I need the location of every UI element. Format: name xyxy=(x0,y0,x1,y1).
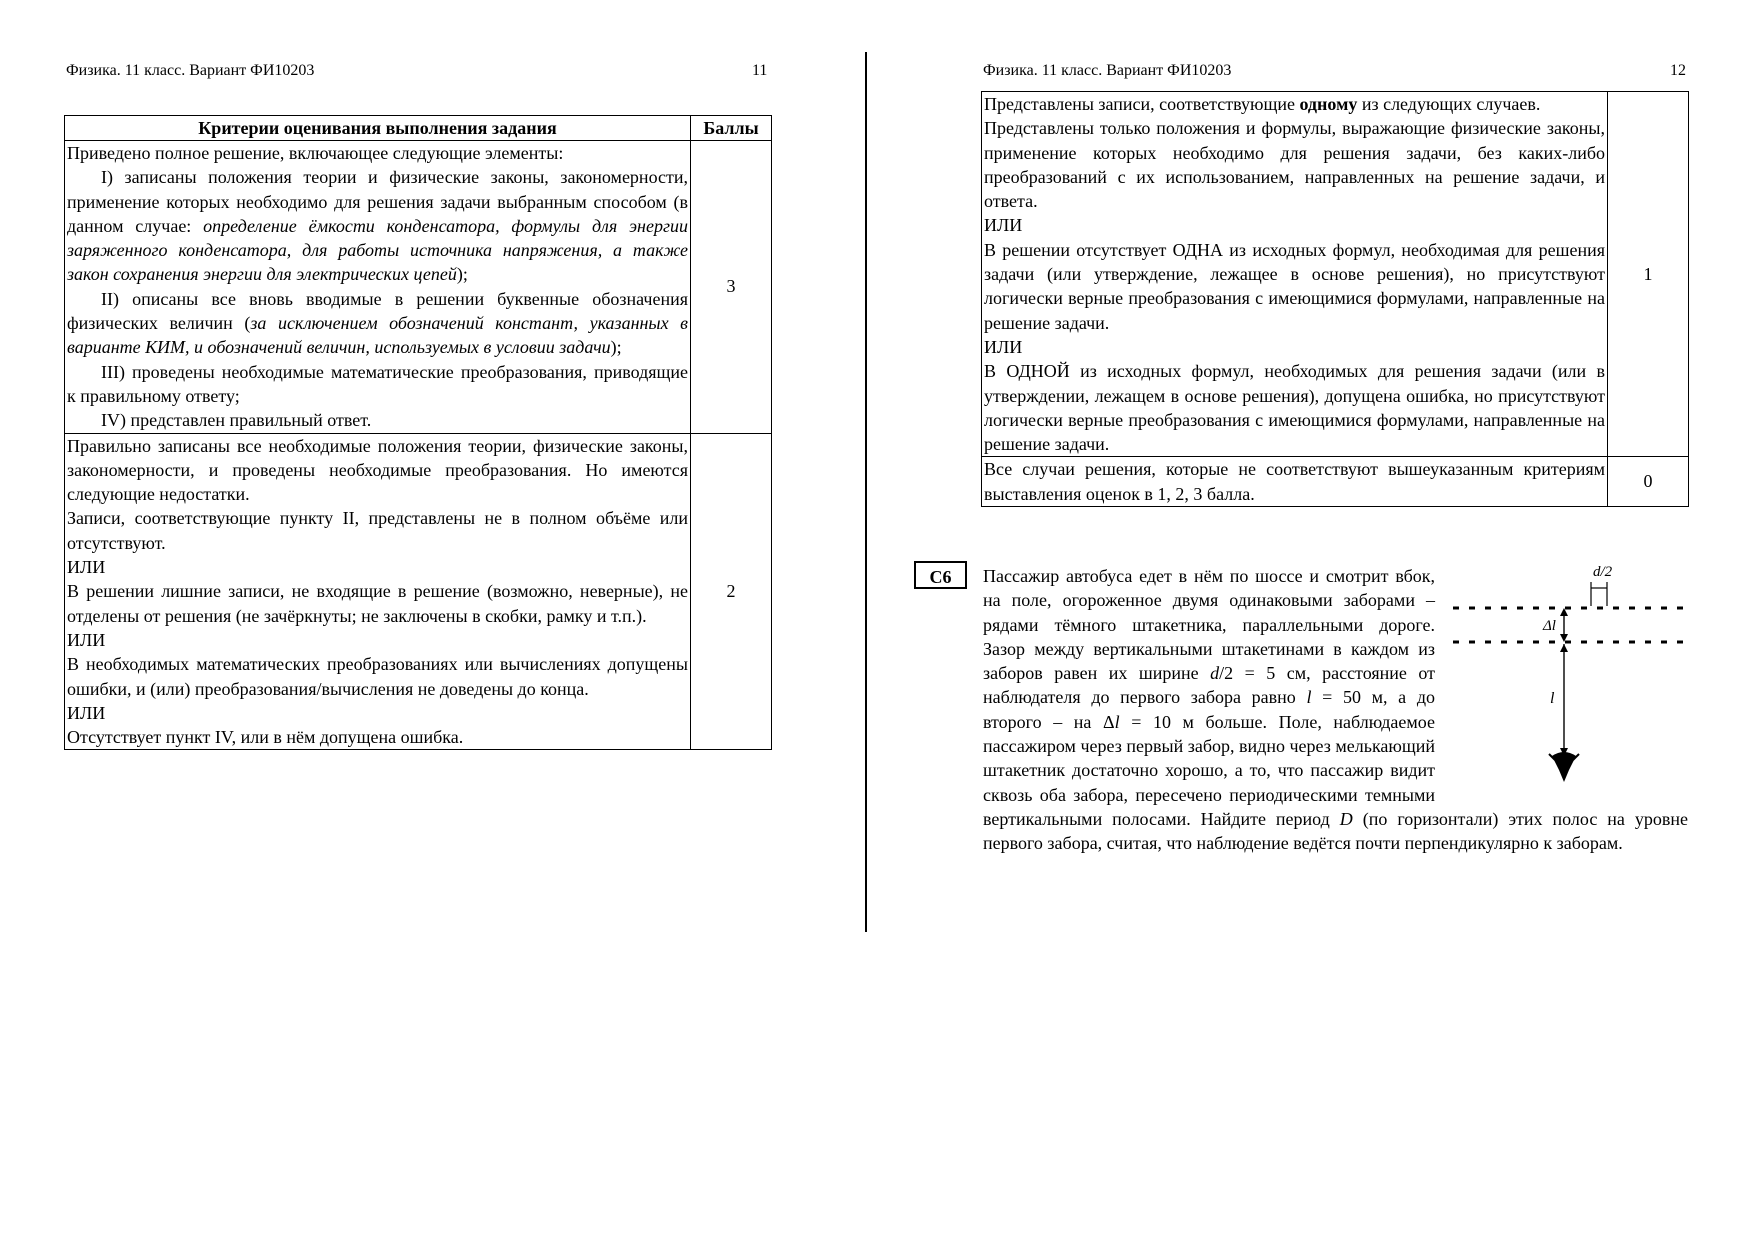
table-header-row xyxy=(65,116,772,141)
criteria-2-p2: Записи, соответствующие пункту II, представлены не в полном объёме или отсутствуют. xyxy=(67,508,688,553)
criteria-2-p4: В необходимых математических преобразованиях или вычислениях допущены ошибки, и (или) преобразования/вычисления не доведены до конца. xyxy=(67,654,688,699)
l-label: l xyxy=(1550,690,1555,707)
right-criteria-table xyxy=(981,91,1689,507)
criteria-row-0 xyxy=(982,457,1689,507)
score-column-header: Баллы xyxy=(691,116,772,141)
criteria-2-or2: ИЛИ xyxy=(67,629,106,650)
task-label: C6 xyxy=(914,561,967,589)
observer-eye-icon xyxy=(1552,752,1576,782)
score-1: 1 xyxy=(1608,92,1689,457)
criteria-2-p5: Отсутствует пункт IV, или в нём допущена ошибка. xyxy=(67,727,464,748)
criteria-cell-2 xyxy=(65,433,691,750)
criteria-0-text: Все случаи решения, которые не соответствуют вышеуказанным критериям выставления оценок в 1, 2, 3 балла. xyxy=(984,459,1605,504)
criteria-2-or3: ИЛИ xyxy=(67,702,106,723)
criteria-row-2 xyxy=(65,433,772,750)
delta-l-label: Δl xyxy=(1543,618,1556,634)
criteria-3-item4: IV) представлен правильный ответ. xyxy=(101,410,372,431)
left-page-number: 11 xyxy=(752,62,768,79)
criteria-1-p2: Представлены только положения и формулы, выражающие физические законы, применение которых необходимо для решения задачи, без каких-либо преобразований с их использованием, направленных на решение задачи, и ответа. xyxy=(984,118,1605,212)
page-divider xyxy=(865,52,867,932)
left-header-title: Физика. 11 класс. Вариант ФИ10203 xyxy=(66,62,315,79)
criteria-3-item2: II) описаны все вновь вводимые в решении буквенные обозначения физических величин (за исключением обозначений констант, указанных в варианте КИМ, и обозначений величин, используемых в условии задачи); xyxy=(67,288,688,358)
criteria-cell-1 xyxy=(982,92,1608,457)
criteria-3-item1: I) записаны положения теории и физические законы, закономерности, применение которых необходимо для решения задачи выбранным способом (в данном случае: определение ёмкости конденсатора, формулы для энергии заряженного конденсатора, для работы источника напряжения, а также закон сохранения энергии для электрических цепей); xyxy=(67,167,688,285)
criteria-1-p1: Представлены записи, соответствующие одному из следующих случаев. xyxy=(984,94,1541,114)
criteria-row-3 xyxy=(65,141,772,434)
criteria-cell-3 xyxy=(65,141,691,434)
score-3: 3 xyxy=(691,141,772,434)
criteria-1-p3: В решении отсутствует ОДНА из исходных формул, необходимая для решения задачи (или утверждение, лежащее в основе решения), но присутствуют логически верные преобразования с имеющимися формулами, направленные на решение задачи. xyxy=(984,239,1605,333)
criteria-1-p4: В ОДНОЙ из исходных формул, необходимых для решения задачи (или в утверждении, лежащем в основе решения), допущена ошибка, но присутствуют логически верные преобразования с имеющимися формулами, направленные на решение задачи. xyxy=(984,361,1605,455)
score-0: 0 xyxy=(1608,457,1689,507)
score-2: 2 xyxy=(691,433,772,750)
criteria-2-or1: ИЛИ xyxy=(67,557,106,578)
criteria-1-or1: ИЛИ xyxy=(984,215,1023,236)
left-criteria-table xyxy=(64,115,772,750)
criteria-3-intro: Приведено полное решение, включающее следующие элементы: xyxy=(67,143,564,163)
criteria-cell-0 xyxy=(982,457,1608,507)
criteria-3-item3: III) проведены необходимые математические преобразования, приводящие к правильному ответу; xyxy=(67,361,688,406)
criteria-2-p1: Правильно записаны все необходимые положения теории, физические законы, закономерности, и проведены необходимые преобразования. Но имеются следующие недостатки. xyxy=(67,435,688,505)
fence-diagram xyxy=(1449,560,1694,800)
right-page-number: 12 xyxy=(1670,62,1686,79)
d2-label: d/2 xyxy=(1593,564,1613,580)
right-header-title: Физика. 11 класс. Вариант ФИ10203 xyxy=(983,62,1232,79)
criteria-1-or2: ИЛИ xyxy=(984,336,1023,357)
criteria-row-1 xyxy=(982,92,1689,457)
task-text: d/2 Δl l Пассажир автобуса едет в нём по шоссе и смотрит вбок, на поле, огороженное двумя одинаковыми заборами – рядами тёмного штакетника, параллельными дороге. Зазор между вертикальными штакетинами в каждом из заборов равен их ширине d/2 = 5 см, расстояние от наблюдателя до первого забора равно l = 50 м, а до второго – на Δl = 10 м больше. Поле, наблюдаемое пассажиром через первый забор, видно через мелькающий штакетник достаточно хорошо, а то, что пассажир видит сквозь оба забора, пересечено периодическими темными вертикальными полосами. Найдите период D (по горизонтали) этих полос на уровне первого забора, считая, что наблюдение ведётся почти перпендикулярно к заборам. xyxy=(983,564,1688,856)
criteria-column-header: Критерии оценивания выполнения задания xyxy=(65,116,691,141)
l-arrow-head-up xyxy=(1560,644,1568,652)
criteria-2-p3: В решении лишние записи, не входящие в решение (возможно, неверные), не отделены от решения (не зачёркнуты; не заключены в скобки, рамку и т.п.). xyxy=(67,581,688,626)
